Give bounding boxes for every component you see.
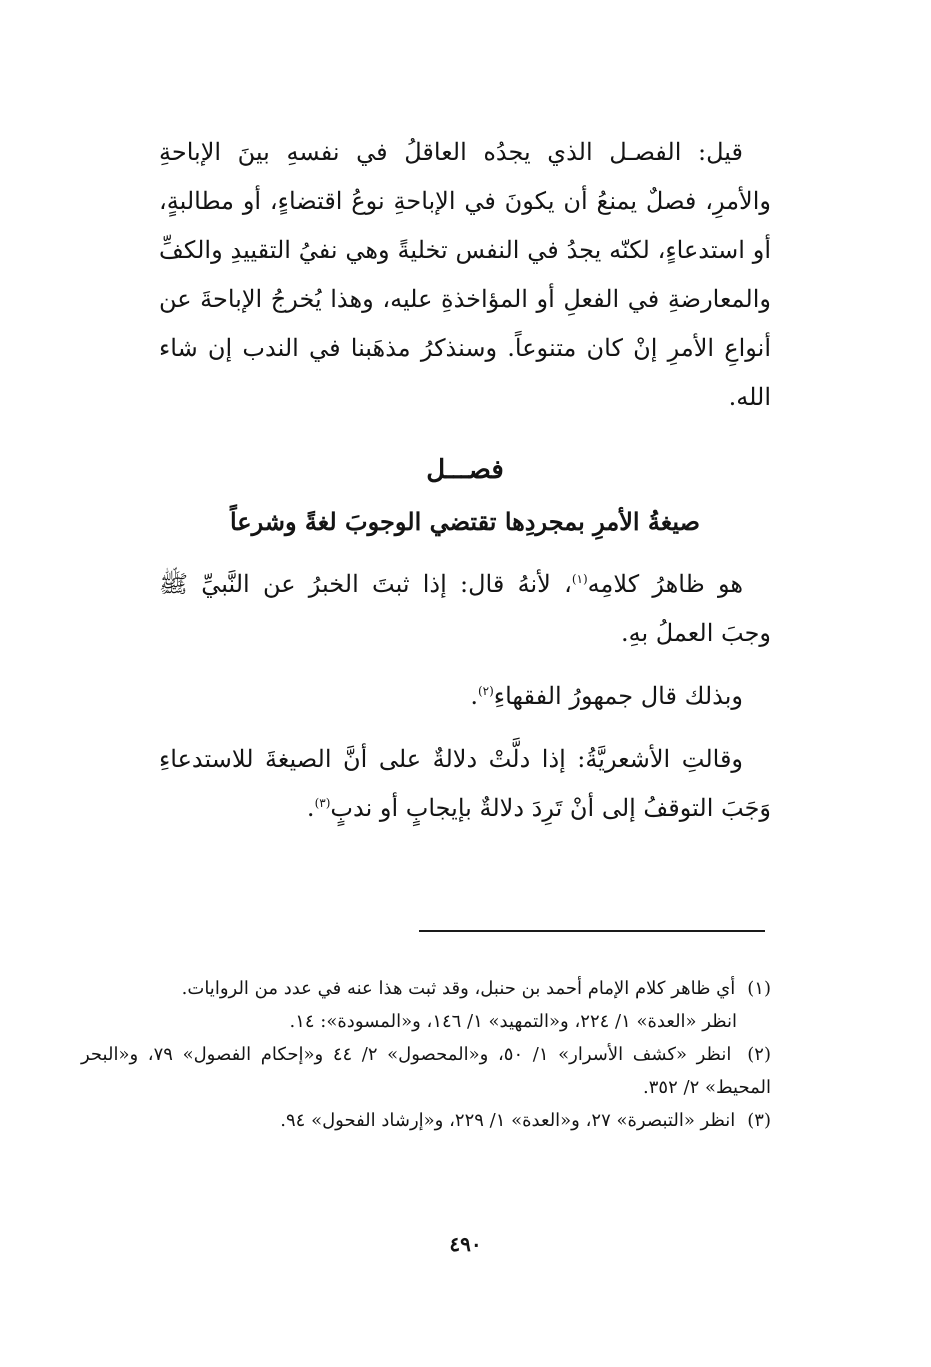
body-paragraph-3-tail: . (470, 682, 478, 710)
footnote-ref-1: (١) (571, 572, 588, 586)
page-number: ٤٩٠ (449, 1232, 482, 1256)
body-paragraph-3 (159, 672, 771, 721)
footnote-3-text: انظر «التبصرة» ٢٧، و«العدة» ١/ ٢٢٩، و«إرشاد الفحول» ٩٤. (280, 1110, 736, 1131)
body-paragraph-2 (159, 560, 771, 658)
body-paragraph-4-text: وقالتِ الأشعريَّةُ: إذا دلَّتْ دلالةٌ على أنَّ الصيغةَ للاستدعاءِ وَجَبَ التوقفُ إلى أنْ تَرِدَ دلالةٌ بإيجابٍ أو ندبٍ (159, 745, 771, 822)
body-paragraph-3-text: وبذلك قال جمهورُ الفقهاءِ (493, 682, 743, 710)
footnote-1 (81, 972, 771, 1005)
footnote-2-text: انظر «كشف الأسرار» ١/ ٥٠، و«المحصول» ٢/ ٤٤ و«إحكام الفصول» ٧٩، و«البحر المحيط» ٢/ ٣٥٢. (81, 1044, 771, 1098)
footnote-2 (81, 1038, 771, 1104)
footnote-2-number: (٢) (747, 1044, 771, 1065)
body-paragraph-1 (159, 128, 771, 422)
section-title: فصـــل (426, 455, 504, 485)
footnote-ref-2: (٢) (477, 684, 494, 698)
body-paragraph-4 (159, 735, 771, 833)
footnote-3-number: (٣) (747, 1110, 771, 1131)
body-paragraph-4-tail: . (306, 794, 315, 822)
main-text (159, 128, 771, 833)
footnote-ref-3: (٣) (314, 796, 331, 810)
body-paragraph-1-text: قيل: الفصـل الذي يجدُه العاقلُ في نفسهِ بينَ الإباحةِ والأمرِ، فصلٌ يمنعُ أن يكونَ في الإباحةِ نوعُ اقتضاءٍ، أو مطالبةٍ، أو استدعاءٍ، لكنّه يجدُ في النفس تخليةً وهي نفيُ التقييدِ والكفِّ والمعارضةِ في الفعلِ أو المؤاخذةِ عليه، وهذا يُخرجُ الإباحةَ عن أنواعِ الأمرِ إنْ كان متنوعاً. وسنذكرُ مذهَبنا في الندب إن شاء الله. (159, 138, 771, 411)
footnotes (81, 972, 771, 1137)
footnote-1-reference: انظر «العدة» ١/ ٢٢٤، و«التمهيد» ١/ ١٤٦، و«المسودة»: ١٤. (289, 1011, 737, 1032)
body-paragraph-2-text: هو ظاهرُ كلامِه (587, 570, 743, 598)
section-subtitle: صيغةُ الأمرِ بمجردِها تقتضي الوجوبَ لغةً وشرعاً (229, 507, 700, 536)
footnote-1-number: (١) (747, 978, 771, 999)
body-paragraph-2-tail: ، لأنهُ قال: إذا ثبتَ الخبرُ عن النَّبيِّ ﷺ وجبَ العملُ بهِ. (159, 570, 771, 647)
footnote-1-text: أي ظاهر كلام الإمام أحمد بن حنبل، وقد ثبت هذا عنه في عدد من الروايات. (181, 978, 736, 999)
footnote-divider (419, 930, 765, 932)
footnote-3 (81, 1104, 771, 1137)
